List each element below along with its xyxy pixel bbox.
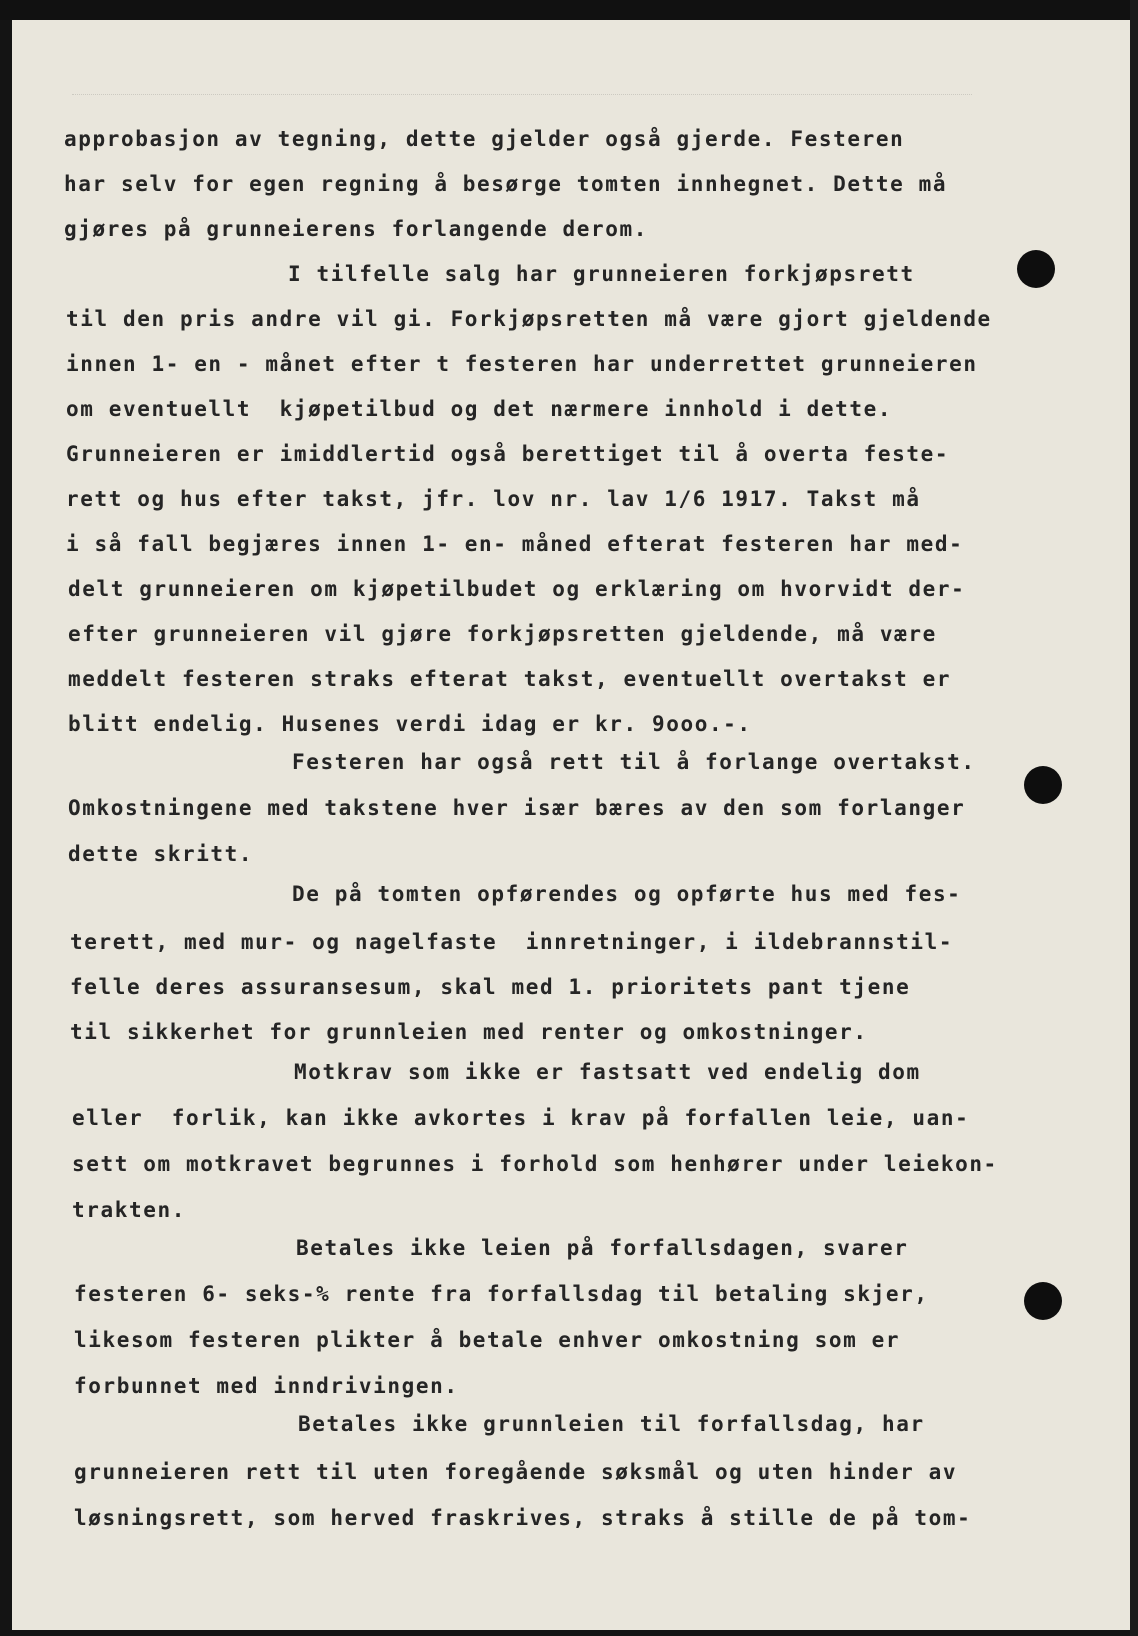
text-line: felle deres assuransesum, skal med 1. prioritets pant tjene (70, 975, 911, 999)
text-line: terett, med mur- og nagelfaste innretninger, i ildebrannstil- (70, 930, 954, 954)
text-line: har selv for egen regning å besørge tomten innhegnet. Dette må (64, 172, 948, 196)
text-line: festeren 6- seks-% rente fra forfallsdag til betaling skjer, (74, 1282, 929, 1306)
text-line: forbunnet med inndrivingen. (74, 1374, 459, 1398)
text-line: om eventuellt kjøpetilbud og det nærmere innhold i dette. (66, 397, 893, 421)
text-line: gjøres på grunneierens forlangende derom. (64, 217, 648, 241)
text-line: grunneieren rett til uten foregående søksmål og uten hinder av (74, 1460, 958, 1484)
text-line: innen 1- en - månet efter t festeren har underrettet grunneieren (66, 352, 978, 376)
text-line: Betales ikke grunnleien til forfallsdag, har (298, 1412, 925, 1436)
text-line: likesom festeren plikter å betale enhver omkostning som er (74, 1328, 901, 1352)
text-line: Motkrav som ikke er fastsatt ved endelig dom (294, 1060, 921, 1084)
text-line: trakten. (72, 1198, 186, 1222)
punch-hole (1017, 250, 1055, 288)
text-line: til sikkerhet for grunnleien med renter og omkostninger. (70, 1020, 868, 1044)
scan-border-right (1130, 0, 1138, 1636)
text-line: blitt endelig. Husenes verdi idag er kr. 9ooo.-. (68, 712, 752, 736)
text-line: De på tomten opførendes og opførte hus med fes- (292, 882, 962, 906)
text-line: rett og hus efter takst, jfr. lov nr. lav 1/6 1917. Takst må (66, 487, 921, 511)
faint-header-rule (72, 70, 972, 95)
text-line: Betales ikke leien på forfallsdagen, svarer (296, 1236, 909, 1260)
text-line: dette skritt. (68, 842, 254, 866)
text-line: meddelt festeren straks efterat takst, eventuellt overtakst er (68, 667, 952, 691)
document-page (12, 20, 1138, 1630)
text-line: delt grunneieren om kjøpetilbudet og erklæring om hvorvidt der- (68, 577, 966, 601)
text-line: eller forlik, kan ikke avkortes i krav på forfallen leie, uan- (72, 1106, 970, 1130)
text-line: I tilfelle salg har grunneieren forkjøpsrett (288, 262, 915, 286)
text-line: Festeren har også rett til å forlange overtakst. (292, 750, 976, 774)
text-line: approbasjon av tegning, dette gjelder også gjerde. Festeren (64, 127, 905, 151)
text-line: sett om motkravet begrunnes i forhold som henhører under leiekon- (72, 1152, 998, 1176)
punch-hole (1024, 1282, 1062, 1320)
text-line: i så fall begjæres innen 1- en- måned efterat festeren har med- (66, 532, 964, 556)
text-line: løsningsrett, som herved fraskrives, straks å stille de på tom- (74, 1506, 972, 1530)
text-line: til den pris andre vil gi. Forkjøpsretten må være gjort gjeldende (66, 307, 992, 331)
scan-border-top (0, 0, 1138, 20)
punch-hole (1024, 766, 1062, 804)
text-line: efter grunneieren vil gjøre forkjøpsretten gjeldende, må være (68, 622, 937, 646)
text-line: Omkostningene med takstene hver især bæres av den som forlanger (68, 796, 966, 820)
text-line: Grunneieren er imiddlertid også berettiget til å overta feste- (66, 442, 950, 466)
